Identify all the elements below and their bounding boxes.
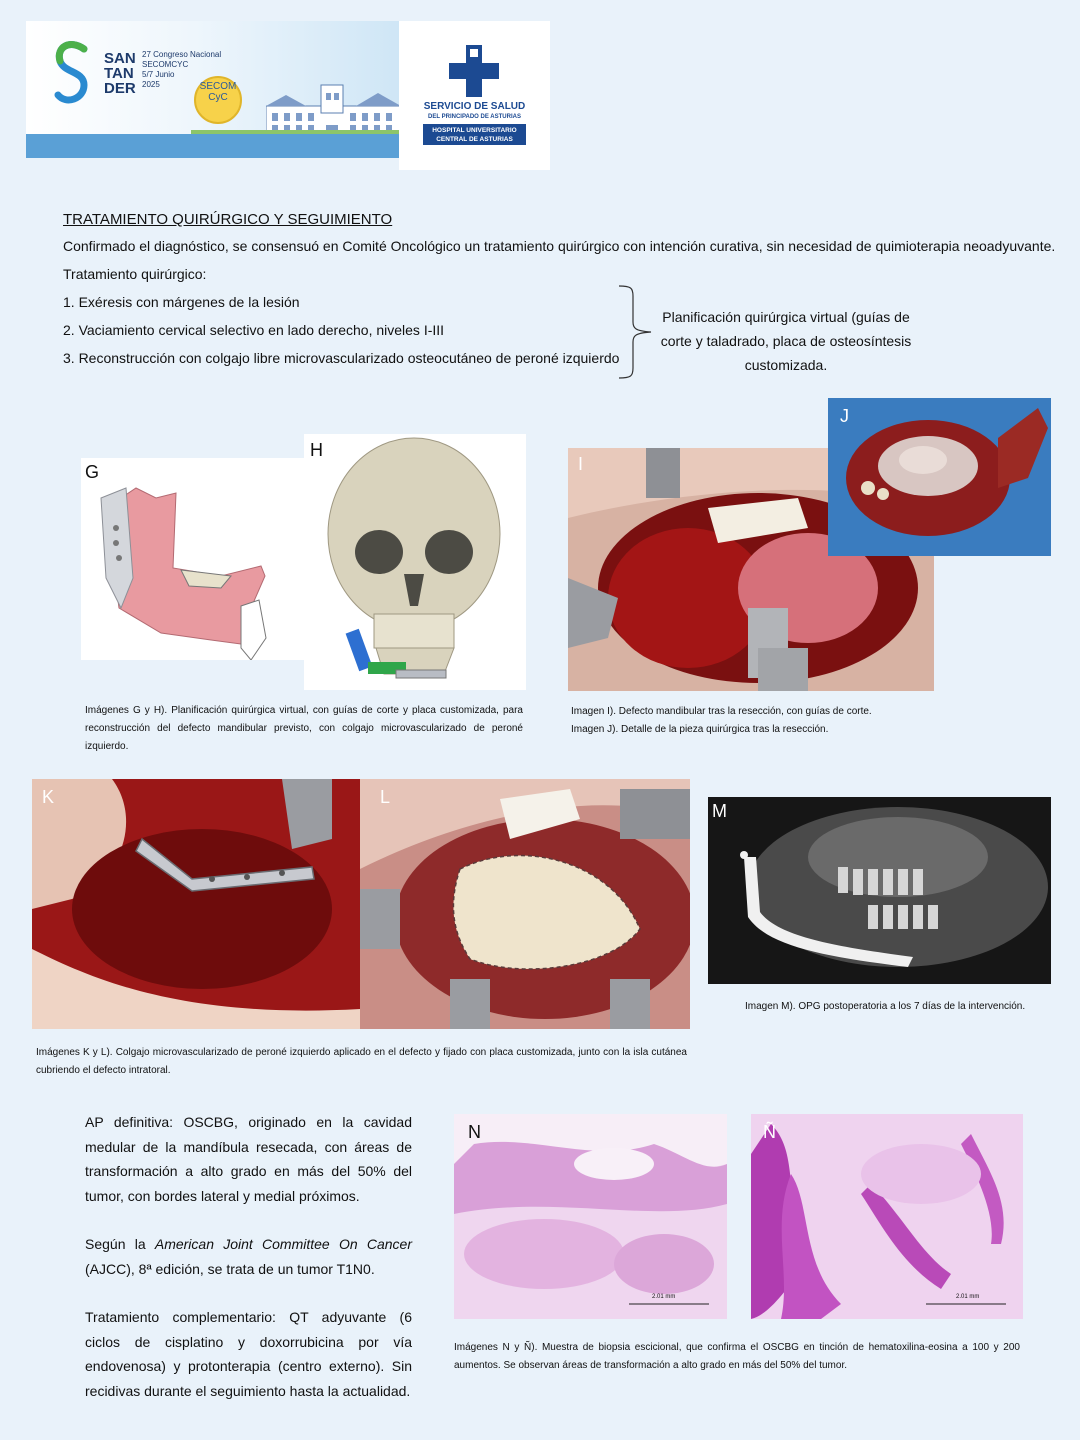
figure-label-h: H: [310, 440, 323, 460]
curly-brace-icon: [617, 284, 653, 380]
scale-bar-nn: 2.01 mm: [956, 1294, 980, 1300]
figure-label-l: L: [380, 787, 391, 807]
caption-kl: Imágenes K y L). Colgajo microvascularizado de peroné izquierdo aplicado en el defecto y fijado con placa customizada, junto con la isla cutánea cubriendo el defecto intratoral.: [36, 1047, 687, 1076]
health-cross-icon: [449, 45, 499, 97]
caption-m: Imagen M). OPG postoperatoria a los 7 días de la intervención.: [745, 1001, 1026, 1012]
caption-gh: Imágenes G y H). Planificación quirúrgica virtual, con guías de corte y placa customizada, para reconstrucción del defecto mandibular previsto, con colgajo microvascularizado de peroné izquierdo.: [85, 705, 523, 752]
skull-3d-icon: [304, 434, 526, 690]
caption-i: Imagen I). Defecto mandibular tras la resección, con guías de corte.: [571, 706, 872, 717]
figure-nn-histology-200x: [751, 1114, 1023, 1319]
figure-g-mandible-model: [81, 458, 304, 660]
ajcc-post: (AJCC), 8ª edición, se trata de un tumor T1N0.: [85, 1260, 375, 1277]
figure-label-m: M: [712, 801, 727, 821]
figure-h-skull-model: [304, 434, 526, 690]
figure-label-nn: Ñ: [763, 1122, 776, 1142]
city-line-1: SAN: [104, 50, 136, 67]
congress-line-1: 27 Congreso Nacional: [142, 50, 222, 59]
secom-logo-text: SECOM CyC: [199, 81, 237, 103]
figure-label-k: K: [42, 787, 55, 807]
figure-m-panoramic-xray: [708, 797, 1051, 984]
figure-label-j: J: [840, 406, 849, 426]
intraoral-skin-island-photo-icon: [360, 779, 690, 1029]
congress-line-4: 2025: [142, 80, 160, 89]
opg-xray-icon: [708, 797, 1051, 984]
mandible-3d-icon: [81, 458, 304, 660]
specimen-photo-icon: [828, 398, 1051, 556]
figure-k-fibula-flap: [32, 779, 360, 1029]
intro-text: Confirmado el diagnóstico, se consensuó en Comité Oncológico un tratamiento quirúrgico con intención curativa, sin necesidad de quimioterapia neoadyuvante.: [63, 238, 1056, 254]
figure-n-histology-100x: [454, 1114, 727, 1319]
figure-label-n: N: [468, 1122, 481, 1142]
ap-definitive-text: AP definitiva: OSCBG, originado en la cavidad medular de la mandíbula resecada, con áreas de transformación a alto grado en más del 50% del tumor, con bordes lateral y medial próximos.: [85, 1114, 412, 1204]
virtual-planning-note: Planificación quirúrgica virtual (guías de corte y taladrado, placa de osteosíntesis customizada.: [660, 309, 912, 373]
he-stain-200x-icon: [751, 1114, 1023, 1319]
step-item-3: 3. Reconstrucción con colgajo libre microvascularizado osteocutáneo de peroné izquierdo: [63, 350, 620, 366]
figure-j-resected-specimen: [828, 398, 1051, 556]
banner-band: [26, 134, 399, 158]
section-title: TRATAMIENTO QUIRÚRGICO Y SEGUIMIENTO: [63, 211, 393, 228]
step-item-1: 1. Exéresis con márgenes de la lesión: [63, 294, 300, 310]
city-line-3: DER: [104, 80, 136, 97]
figure-label-i: I: [578, 454, 584, 474]
hospital-service-sub: DEL PRINCIPADO DE ASTURIAS: [428, 114, 521, 120]
ajcc-pre: Según la: [85, 1236, 146, 1252]
congress-line-3: 5/7 Junio: [142, 70, 175, 79]
step-item-2: 2. Vaciamiento cervical selectivo en lado derecho, niveles I-III: [63, 322, 445, 338]
congress-banner: [26, 21, 399, 158]
caption-nn: Imágenes N y Ñ). Muestra de biopsia escicional, que confirma el OSCBG en tinción de hematoxilina-eosina a 100 y 200 aumentos. Se observan áreas de transformación a alto grado en más del 50% del tumor.: [454, 1342, 1020, 1371]
hospital-name-2: CENTRAL DE ASTURIAS: [436, 136, 513, 143]
he-stain-100x-icon: [454, 1114, 727, 1319]
hospital-service: SERVICIO DE SALUD: [423, 101, 526, 112]
complementary-treatment-text: Tratamiento complementario: QT adyuvante (6 ciclos de cisplatino y doxorrubicina por vía endovenosa) y protonterapia (centro externo). Sin recidivas durante el seguimiento hasta la actualidad.: [85, 1309, 412, 1399]
surgical-treatment-label: Tratamiento quirúrgico:: [63, 266, 207, 282]
ajcc-italic: American Joint Committee On Cancer: [154, 1236, 412, 1252]
hospital-name-block: [423, 124, 526, 145]
congress-line-2: SECOMCYC: [142, 60, 189, 69]
hospital-name-1: HOSPITAL UNIVERSITARIO: [432, 127, 517, 134]
figure-label-g: G: [85, 462, 100, 482]
neck-flap-photo-icon: [32, 779, 360, 1029]
hospital-logo: [399, 21, 550, 170]
city-line-2: TAN: [104, 65, 134, 82]
ajcc-text: [85, 1232, 412, 1281]
figure-l-intraoral-skin-island: [360, 779, 690, 1029]
palace-illustration-icon: [266, 81, 399, 136]
scale-bar-n: 2.01 mm: [652, 1294, 676, 1300]
caption-j: Imagen J). Detalle de la pieza quirúrgica tras la resección.: [571, 724, 829, 735]
congress-logo-icon: [50, 39, 94, 107]
